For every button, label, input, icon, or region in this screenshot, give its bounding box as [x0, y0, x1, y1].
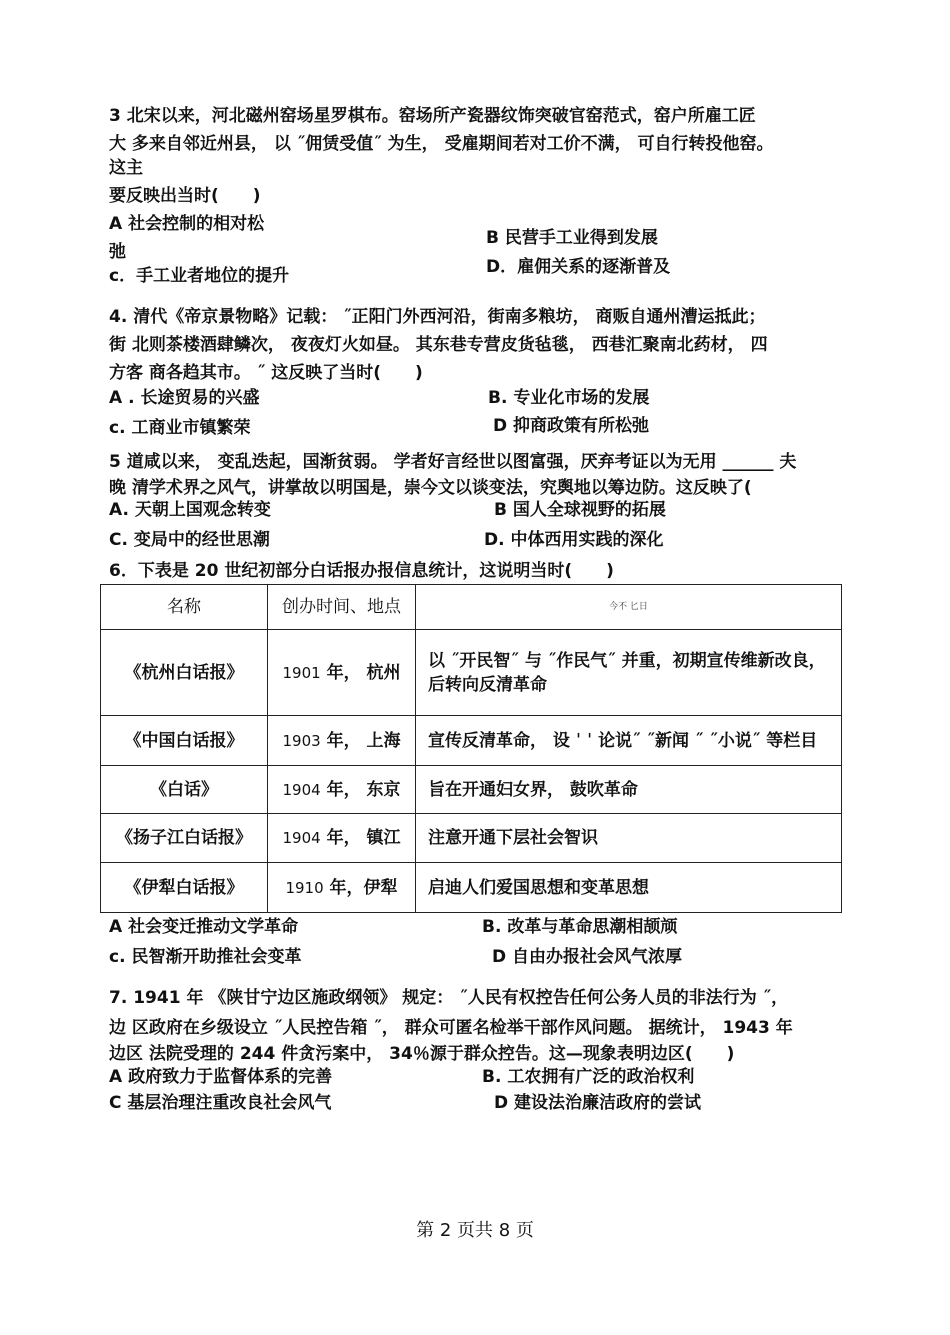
row-place: 年，伊犁 — [323, 877, 398, 898]
row-year: 1904 — [282, 829, 321, 847]
q5-stem-line-1: 5 道咸以来， 变乱迭起，国渐贫弱。 学者好言经世以图富强，厌弃考证以为无用 ______ 夫 — [109, 452, 797, 472]
q3-stem-line-3: 这主 — [109, 158, 143, 178]
table-row — [101, 863, 842, 913]
row-name: 《白话》 — [101, 766, 268, 814]
row-year: 1910 — [285, 878, 324, 897]
q5-option-b: B 国人全球视野的拓展 — [494, 500, 666, 520]
q4-option-a: A . 长途贸易的兴盛 — [109, 388, 260, 408]
q6-stem: 6．下表是 20 世纪初部分白话报办报信息统计，这说明当时( ) — [109, 561, 614, 581]
table-header-row — [101, 585, 842, 630]
q3-stem-line-2: 大 多来自邻近州县， 以 ˝佣赁受值˝ 为生， 受雇期间若对工价不满， 可自行转投他窑。 — [109, 134, 774, 154]
table-row — [101, 766, 842, 814]
table-row — [101, 814, 842, 863]
q5-option-a: A. 天朝上国观念转变 — [109, 500, 271, 520]
row-name: 《伊犁白话报》 — [101, 863, 268, 913]
row-place: 年， 镇江 — [320, 828, 401, 848]
row-year: 1904 — [282, 780, 321, 799]
q6-option-c: c. 民智渐开助推社会变革 — [109, 947, 302, 967]
row-time-place — [268, 630, 416, 716]
q6-option-d: D 自由办报社会风气浓厚 — [492, 947, 683, 967]
header-time-place: 创办时间、地点 — [268, 585, 416, 630]
row-name: 《中国白话报》 — [101, 716, 268, 766]
q3-option-c: c．手工业者地位的提升 — [109, 266, 290, 286]
q7-stem-line-1: 7. 1941 年 《陕甘宁边区施政纲领》 规定： ˝人民有权控告任何公务人员的非法行为 ˝， — [109, 988, 789, 1008]
row-place: 年， 上海 — [320, 730, 401, 751]
newspaper-table — [100, 584, 842, 913]
q7-option-a: A 政府致力于监督体系的完善 — [109, 1067, 333, 1087]
q5-option-c: C. 变局中的经世思潮 — [109, 530, 270, 550]
row-place: 年， 东京 — [320, 779, 401, 800]
q7-stem-line-3: 边区 法院受理的 244 件贪污案中， 34％源于群众控告。这—现象表明边区( ) — [109, 1044, 735, 1064]
q3-option-a-cont: 弛 — [109, 242, 126, 262]
q3-option-d: D．雇佣关系的逐渐普及 — [486, 257, 671, 277]
q6-option-b: B. 改革与革命思潮相颉颃 — [482, 917, 678, 937]
q5-stem-line-2: 晚 清学术界之风气，讲掌故以明国是，崇今文以谈变法，究舆地以筹边防。这反映了( — [109, 478, 752, 498]
row-time-place — [268, 716, 416, 766]
q7-stem-line-2: 边 区政府在乡级设立 ˝人民控告箱 ˝， 群众可匿名检举干部作风问题。 据统计， 1943 年 — [109, 1018, 793, 1038]
row-content: 旨在开通妇女界， 鼓吹革命 — [416, 766, 842, 814]
q3-option-a: A 社会控制的相对松 — [109, 214, 265, 234]
q4-stem-line-2: 街 北则茶楼酒肆鳞次， 夜夜灯火如昼。 其东巷专营皮货毡毯， 西巷汇聚南北药材， 四 — [109, 335, 768, 355]
q7-option-b: B. 工农拥有广泛的政治权利 — [482, 1067, 695, 1087]
row-time-place — [268, 814, 416, 863]
q4-stem-line-3: 方客 商各趋其市。 ˝ 这反映了当时( ) — [109, 363, 423, 383]
row-name: 《扬子江白话报》 — [101, 814, 268, 863]
row-content: 宣传反清革命， 设 ˈ ˈ 论说˝ ˝新闻 ˝ ˝小说˝ 等栏目 — [416, 716, 842, 766]
q7-option-d: D 建设法治廉洁政府的尝试 — [494, 1093, 702, 1113]
table-row — [101, 716, 842, 766]
q7-option-c: C 基层治理注重改良社会风气 — [109, 1093, 332, 1113]
row-time-place — [268, 863, 416, 913]
header-name: 名称 — [101, 585, 268, 630]
q5-option-d: D. 中体西用实践的深化 — [484, 530, 664, 550]
q3-stem-line-1: 3 北宋以来，河北磁州窑场星罗棋布。窑场所产瓷器纹饰突破官窑范式，窑户所雇工匠 — [109, 106, 756, 126]
q3-stem-line-4: 要反映出当时( ) — [109, 186, 261, 206]
table-row — [101, 630, 842, 716]
row-content: 注意开通下层社会智识 — [416, 814, 842, 863]
page-number: 第 2 页共 8 页 — [416, 1220, 534, 1241]
row-content: 以 ˝开民智˝ 与 ˝作民气˝ 并重，初期宣传维新改良，后转向反清革命 — [416, 630, 842, 716]
row-time-place — [268, 766, 416, 814]
q4-option-d: D 抑商政策有所松弛 — [493, 416, 650, 436]
q3-option-b: B 民营手工业得到发展 — [486, 228, 658, 248]
q4-option-c: c. 工商业市镇繁荣 — [109, 418, 251, 438]
q4-option-b: B. 专业化市场的发展 — [488, 388, 650, 408]
row-place: 年， 杭州 — [320, 662, 401, 683]
row-content: 启迪人们爱国思想和变革思想 — [416, 863, 842, 913]
q6-option-a: A 社会变迁推动文学革命 — [109, 917, 299, 937]
header-content: 今不 匕日 — [416, 585, 842, 630]
row-name: 《杭州白话报》 — [101, 630, 268, 716]
q4-stem-line-1: 4. 清代《帝京景物略》记载： ˝正阳门外西河沿，街南多粮坊， 商贩自通州漕运抵此； — [109, 307, 766, 327]
row-year: 1901 — [282, 663, 321, 682]
row-year: 1903 — [282, 731, 321, 750]
